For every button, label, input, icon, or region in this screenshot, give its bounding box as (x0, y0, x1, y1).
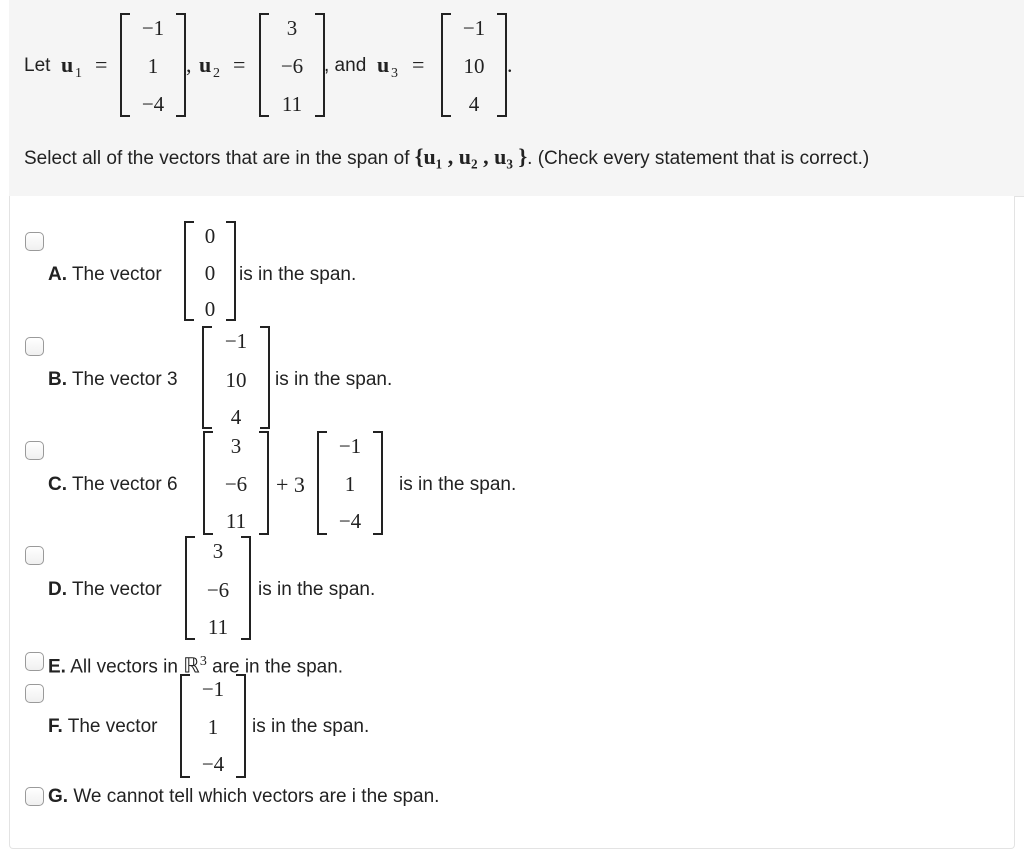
option-c-text: The vector 6 (71, 474, 178, 495)
u3-subscript: 3 (391, 66, 398, 81)
option-b-letter: B. (48, 369, 67, 390)
option-f-text: The vector (67, 716, 158, 737)
and-label: , and (324, 55, 367, 76)
option-e-space: ℝ (183, 653, 200, 678)
option-d-suffix: is in the span. (258, 579, 376, 600)
option-d-label (48, 579, 162, 601)
u1-entry-1: −1 (141, 16, 165, 40)
u2-entry-2: −6 (280, 54, 304, 78)
option-g-letter: G. (48, 786, 69, 807)
option-f-suffix: is in the span. (252, 716, 370, 737)
intro-period: . (507, 52, 513, 77)
option-f-entry-2: 1 (207, 715, 219, 739)
option-b-text: The vector 3 (71, 369, 178, 390)
option-c-suffix: is in the span. (399, 474, 517, 495)
u2-subscript: 2 (213, 66, 220, 81)
option-a-entry-2: 0 (204, 261, 216, 285)
option-c-label (48, 474, 178, 496)
option-c-letter: C. (48, 474, 67, 495)
option-e-letter: E. (48, 656, 66, 678)
u3-equals: = (412, 52, 425, 77)
u2-entry-3: 11 (281, 92, 303, 116)
option-c-vec1-entry-3: 11 (225, 509, 247, 533)
option-a-vector (184, 221, 236, 321)
option-d-entry-2: −6 (206, 578, 230, 602)
checkbox-d[interactable] (25, 546, 44, 565)
checkbox-e[interactable] (25, 652, 44, 671)
option-d-vector (185, 536, 251, 640)
option-f-entry-3: −4 (201, 752, 225, 776)
option-a-text: The vector (71, 264, 162, 285)
u2-equals: = (233, 52, 246, 77)
option-c-vec2-entry-2: 1 (344, 472, 356, 496)
option-b-entry-2: 10 (225, 368, 247, 392)
u3-entry-3: 4 (468, 92, 480, 116)
option-f-vector (180, 674, 246, 778)
question-prefix: Select all of the vectors that are in the span of (24, 148, 410, 169)
u1-symbol: u (61, 52, 74, 77)
checkbox-f[interactable] (25, 684, 44, 703)
question-text (24, 146, 869, 170)
option-d-entry-3: 11 (207, 615, 229, 639)
question-suffix: . (Check every statement that is correct.) (527, 148, 870, 169)
option-f-letter: F. (48, 716, 63, 737)
checkbox-a[interactable] (25, 232, 44, 251)
option-f-label (48, 716, 157, 738)
checkbox-g[interactable] (25, 787, 44, 806)
option-e-text: All vectors in (70, 656, 178, 678)
option-e-suffix: are in the span. (212, 656, 344, 678)
option-e-exponent: 3 (199, 654, 207, 669)
u3-entry-2: 10 (463, 54, 485, 78)
option-f-entry-1: −1 (201, 677, 225, 701)
option-a-label (48, 264, 162, 286)
let-label: Let (24, 55, 51, 76)
option-c-vec1-entry-2: −6 (224, 472, 248, 496)
option-a-letter: A. (48, 264, 67, 285)
option-b-label (48, 369, 178, 391)
option-g-label (48, 786, 439, 808)
option-c-vector-1 (203, 431, 269, 535)
option-c-vector-2 (317, 431, 383, 535)
u1-vector (120, 13, 186, 117)
option-a-entry-3: 0 (204, 297, 216, 321)
checkbox-c[interactable] (25, 441, 44, 460)
option-b-entry-1: −1 (224, 329, 248, 353)
span-set: {u₁ , u₂ , u₃ } (414, 144, 528, 169)
option-c-vec1-entry-1: 3 (230, 434, 242, 458)
u3-symbol: u (377, 52, 390, 77)
option-d-text: The vector (71, 579, 162, 600)
u2-symbol: u (199, 52, 212, 77)
u3-entry-1: −1 (462, 16, 486, 40)
option-a-entry-1: 0 (204, 224, 216, 248)
option-b-entry-3: 4 (230, 405, 242, 429)
checkbox-b[interactable] (25, 337, 44, 356)
u1-subscript: 1 (75, 66, 82, 81)
option-c-vec2-entry-3: −4 (338, 509, 362, 533)
u1-entry-2: 1 (147, 54, 159, 78)
u1-entry-3: −4 (141, 92, 165, 116)
u3-vector (441, 13, 507, 117)
u1-equals: = (95, 52, 108, 77)
option-d-entry-1: 3 (212, 539, 224, 563)
option-c-plus: + 3 (276, 472, 305, 497)
option-b-vector (202, 326, 270, 429)
u2-vector (259, 13, 325, 117)
u1-comma: , (186, 52, 192, 77)
option-a-suffix: is in the span. (239, 264, 357, 285)
option-d-letter: D. (48, 579, 67, 600)
answer-panel (9, 196, 1015, 849)
option-c-vec2-entry-1: −1 (338, 434, 362, 458)
option-g-text: We cannot tell which vectors are i the span. (73, 786, 440, 807)
option-b-suffix: is in the span. (275, 369, 393, 390)
u2-entry-1: 3 (286, 16, 298, 40)
